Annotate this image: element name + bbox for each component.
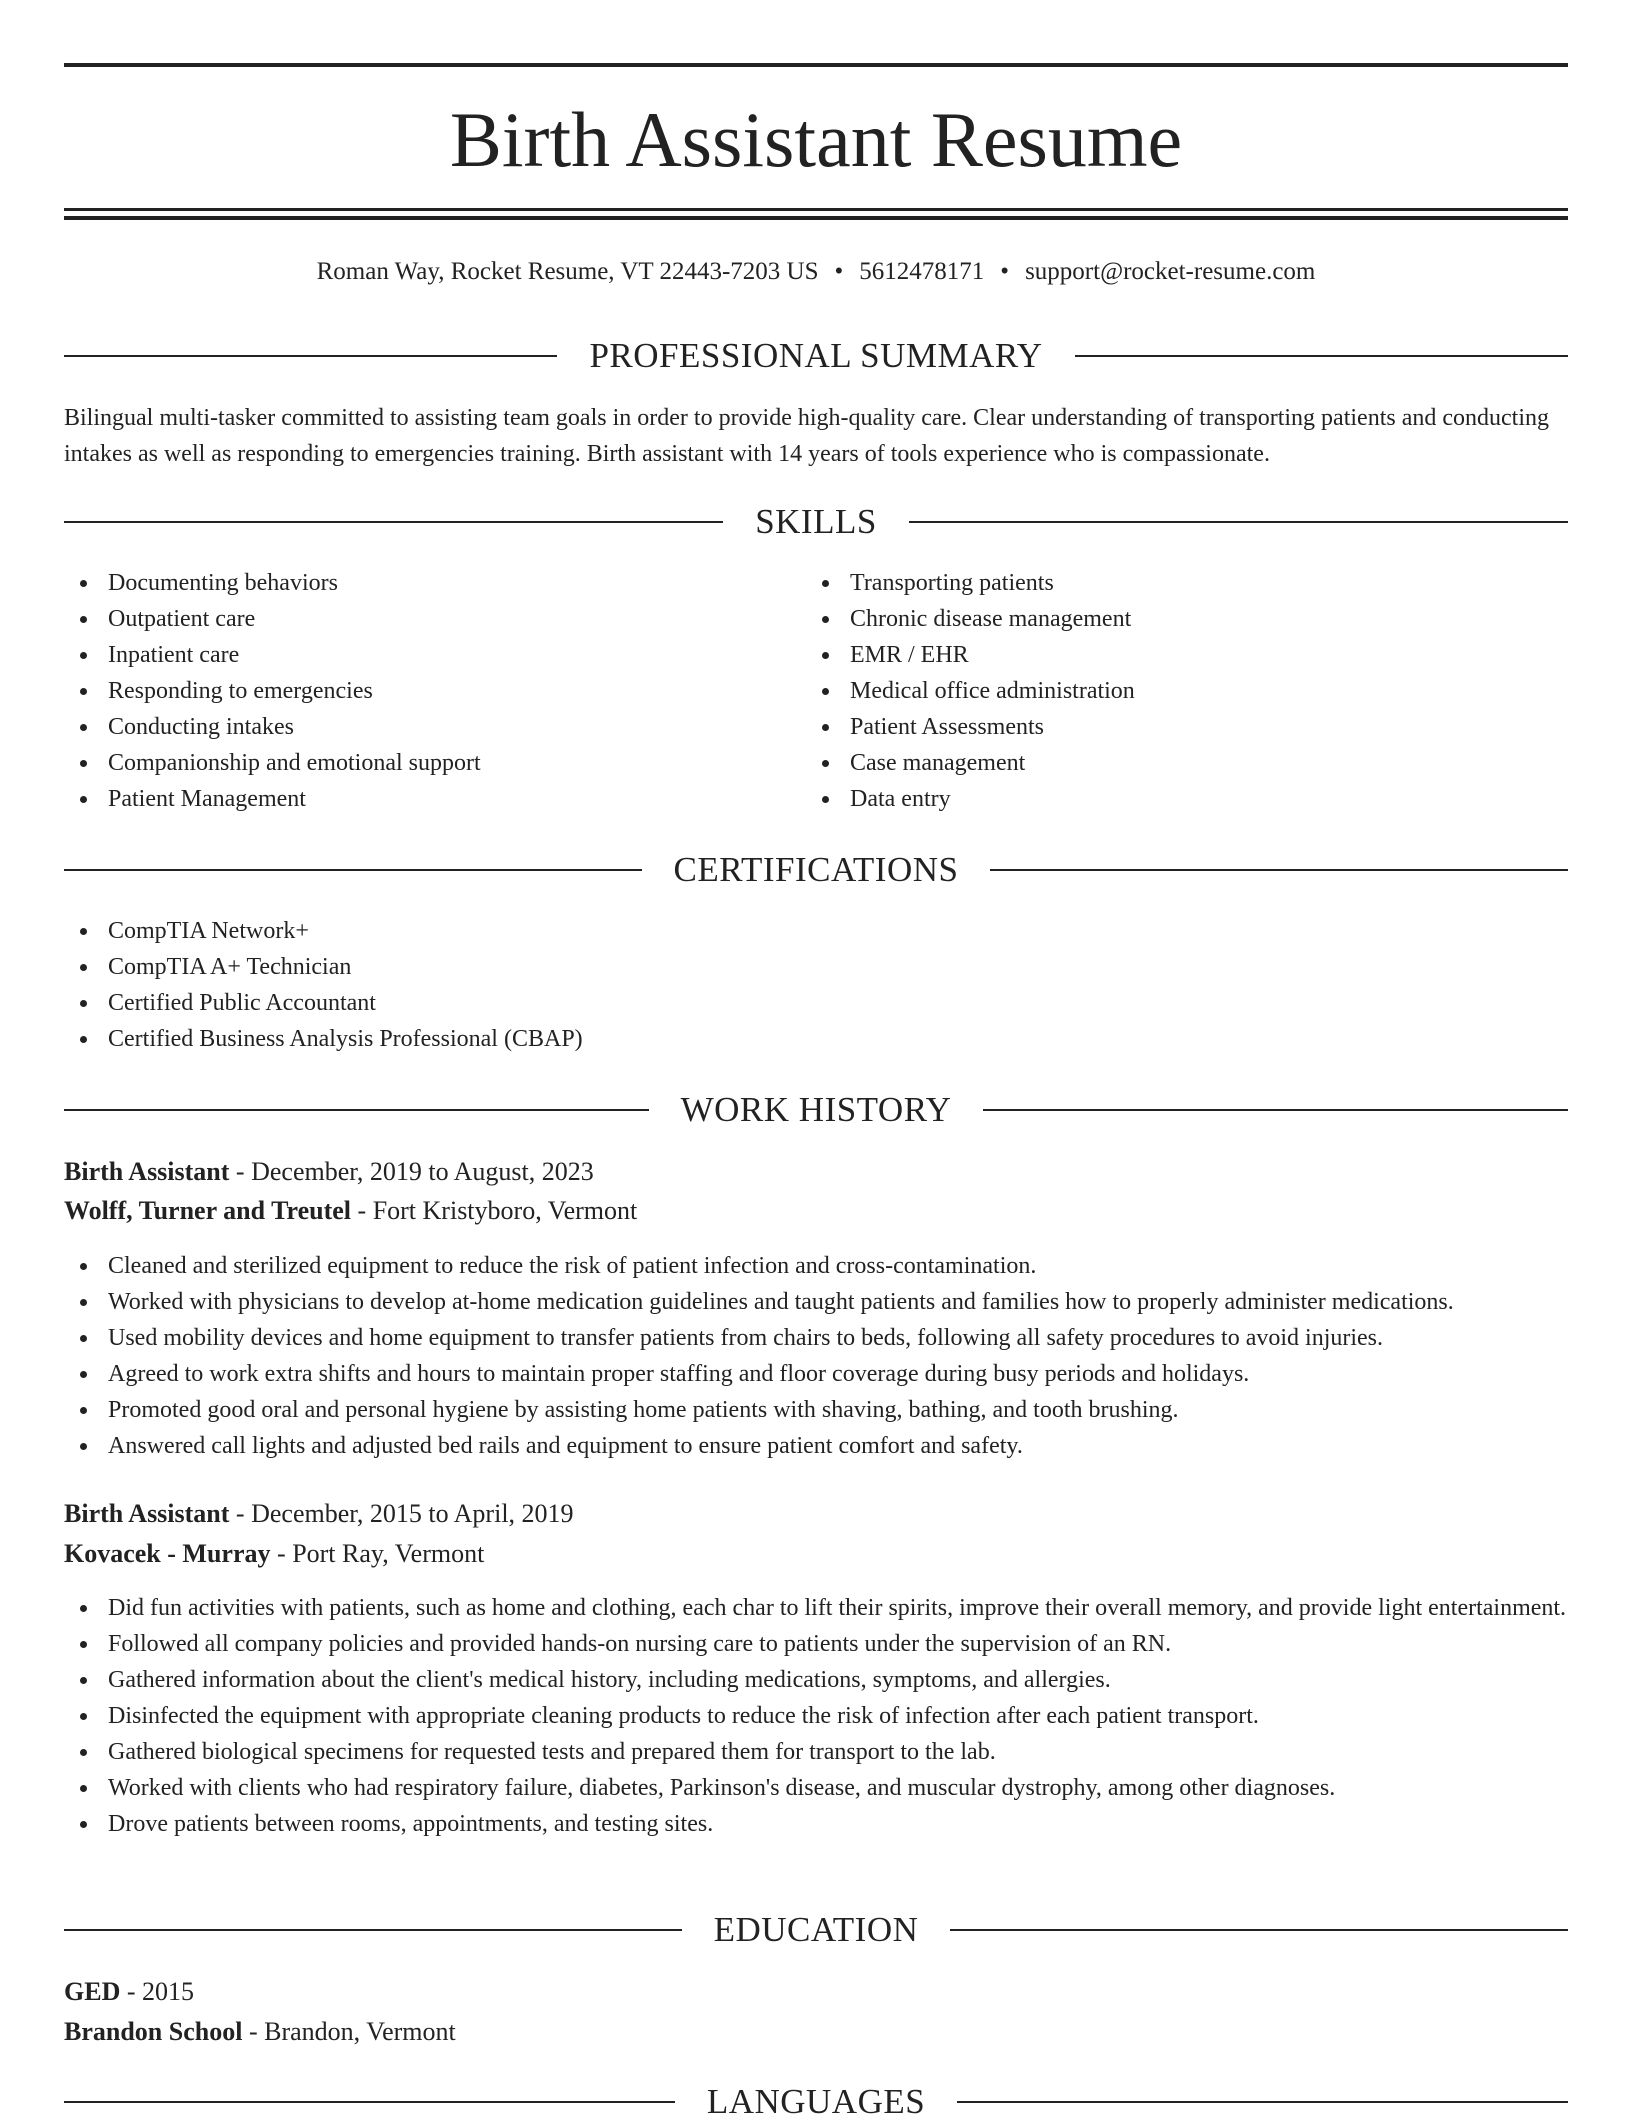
- skill-item: Medical office administration: [806, 673, 1506, 709]
- job-bullet: Worked with physicians to develop at-home medication guidelines and taught patients and families how to properly administer medications.: [64, 1284, 1568, 1320]
- heading-rule: [950, 1929, 1568, 1931]
- heading-rule: [1075, 355, 1568, 357]
- job-bullets: [64, 1248, 1568, 1464]
- education-location: Brandon, Vermont: [264, 2017, 456, 2046]
- skill-item: Patient Management: [64, 781, 764, 817]
- contact-separator: •: [1000, 258, 1010, 285]
- heading-rule: [909, 521, 1568, 523]
- contact-phone: 5612478171: [859, 258, 985, 285]
- section-heading-certifications: [64, 848, 1568, 892]
- skills-column-right: [806, 565, 1506, 817]
- section-title: SKILLS: [755, 502, 877, 541]
- skill-item: Documenting behaviors: [64, 565, 764, 601]
- section-heading-languages: [64, 2080, 1568, 2124]
- heading-rule: [64, 355, 557, 357]
- education-school: Brandon School: [64, 2017, 243, 2046]
- job-title: Birth Assistant: [64, 1499, 230, 1528]
- section-title: WORK HISTORY: [680, 1090, 952, 1129]
- job-bullet: Agreed to work extra shifts and hours to maintain proper staffing and floor coverage during busy periods and holidays.: [64, 1356, 1568, 1392]
- heading-rule: [957, 2101, 1568, 2103]
- certification-item: CompTIA Network+: [64, 913, 1568, 949]
- page-title: Birth Assistant Resume: [449, 96, 1183, 183]
- section-title: PROFESSIONAL SUMMARY: [589, 336, 1043, 375]
- education-degree-line: GED - 2015: [64, 1977, 195, 2006]
- job-bullet: Drove patients between rooms, appointments, and testing sites.: [64, 1806, 1568, 1842]
- title-rule-lower: [64, 216, 1568, 220]
- certification-item: CompTIA A+ Technician: [64, 949, 1568, 985]
- skill-item: Outpatient care: [64, 601, 764, 637]
- title-rule-upper: [64, 208, 1568, 211]
- section-heading-work-history: [64, 1088, 1568, 1132]
- job-location: Fort Kristyboro, Vermont: [372, 1196, 638, 1225]
- education-school-line: Brandon School - Brandon, Vermont: [64, 2017, 456, 2046]
- section-heading-skills: [64, 500, 1568, 544]
- job-bullets: [64, 1590, 1568, 1842]
- job-company-line: Wolff, Turner and Treutel - Fort Kristyboro, Vermont: [64, 1196, 638, 1225]
- skill-item: Responding to emergencies: [64, 673, 764, 709]
- job-bullet: Worked with clients who had respiratory failure, diabetes, Parkinson's disease, and muscular dystrophy, among other diagnoses.: [64, 1770, 1568, 1806]
- job-title: Birth Assistant: [64, 1157, 230, 1186]
- heading-rule: [64, 521, 723, 523]
- job-company: Kovacek - Murray: [64, 1539, 271, 1568]
- skill-item: Transporting patients: [806, 565, 1506, 601]
- education-degree: GED: [64, 1977, 121, 2006]
- job-bullet: Promoted good oral and personal hygiene by assisting home patients with shaving, bathing, and tooth brushing.: [64, 1392, 1568, 1428]
- job-dates: December, 2019 to August, 2023: [251, 1157, 594, 1186]
- skill-item: EMR / EHR: [806, 637, 1506, 673]
- job-bullet: Disinfected the equipment with appropriate cleaning products to reduce the risk of infection after each patient transport.: [64, 1698, 1568, 1734]
- heading-rule: [64, 2101, 675, 2103]
- job-bullet: Did fun activities with patients, such as home and clothing, each char to lift their spirits, improve their overall memory, and provide light entertainment.: [64, 1590, 1568, 1626]
- job-bullet: Used mobility devices and home equipment to transfer patients from chairs to beds, following all safety procedures to avoid injuries.: [64, 1320, 1568, 1356]
- skill-item: Case management: [806, 745, 1506, 781]
- heading-rule: [64, 1109, 649, 1111]
- contact-address: Roman Way, Rocket Resume, VT 22443-7203 US: [316, 258, 819, 285]
- job-bullet: Gathered information about the client's medical history, including medications, symptoms, and allergies.: [64, 1662, 1568, 1698]
- heading-rule: [983, 1109, 1568, 1111]
- certifications-list: [64, 913, 1568, 1057]
- certification-item: Certified Public Accountant: [64, 985, 1568, 1021]
- section-heading-education: [64, 1908, 1568, 1952]
- contact-line: [64, 254, 1568, 290]
- job-title-line: Birth Assistant - December, 2015 to April, 2019: [64, 1499, 574, 1528]
- job-dates: December, 2015 to April, 2019: [251, 1499, 574, 1528]
- job-title-line: Birth Assistant - December, 2019 to August, 2023: [64, 1157, 594, 1186]
- job-bullet: Followed all company policies and provided hands-on nursing care to patients under the supervision of an RN.: [64, 1626, 1568, 1662]
- job-bullet: Gathered biological specimens for requested tests and prepared them for transport to the lab.: [64, 1734, 1568, 1770]
- skill-item: Companionship and emotional support: [64, 745, 764, 781]
- section-title: EDUCATION: [713, 1910, 919, 1949]
- skill-item: Data entry: [806, 781, 1506, 817]
- skill-item: Patient Assessments: [806, 709, 1506, 745]
- skills-column-left: [64, 565, 764, 817]
- skill-item: Inpatient care: [64, 637, 764, 673]
- job-bullet: Answered call lights and adjusted bed rails and equipment to ensure patient comfort and safety.: [64, 1428, 1568, 1464]
- summary-text: Bilingual multi-tasker committed to assisting team goals in order to provide high-quality care. Clear understanding of transporting patients and conducting intakes as well as responding to emergencies training. Birth assistant with 14 years of tools experience who is compassionate.: [64, 405, 1549, 467]
- section-title: LANGUAGES: [706, 2082, 926, 2121]
- heading-rule: [64, 869, 642, 871]
- skill-item: Conducting intakes: [64, 709, 764, 745]
- contact-separator: •: [834, 258, 844, 285]
- heading-rule: [990, 869, 1568, 871]
- section-heading-summary: [64, 334, 1568, 378]
- section-title: CERTIFICATIONS: [673, 850, 959, 889]
- top-rule: [64, 63, 1568, 67]
- skill-item: Chronic disease management: [806, 601, 1506, 637]
- job-company-line: Kovacek - Murray - Port Ray, Vermont: [64, 1539, 485, 1568]
- certification-item: Certified Business Analysis Professional (CBAP): [64, 1021, 1568, 1057]
- contact-email: support@rocket-resume.com: [1025, 258, 1316, 285]
- job-bullet: Cleaned and sterilized equipment to reduce the risk of patient infection and cross-contamination.: [64, 1248, 1568, 1284]
- education-year: 2015: [142, 1977, 195, 2006]
- job-company: Wolff, Turner and Treutel: [64, 1196, 352, 1225]
- heading-rule: [64, 1929, 682, 1931]
- job-location: Port Ray, Vermont: [292, 1539, 485, 1568]
